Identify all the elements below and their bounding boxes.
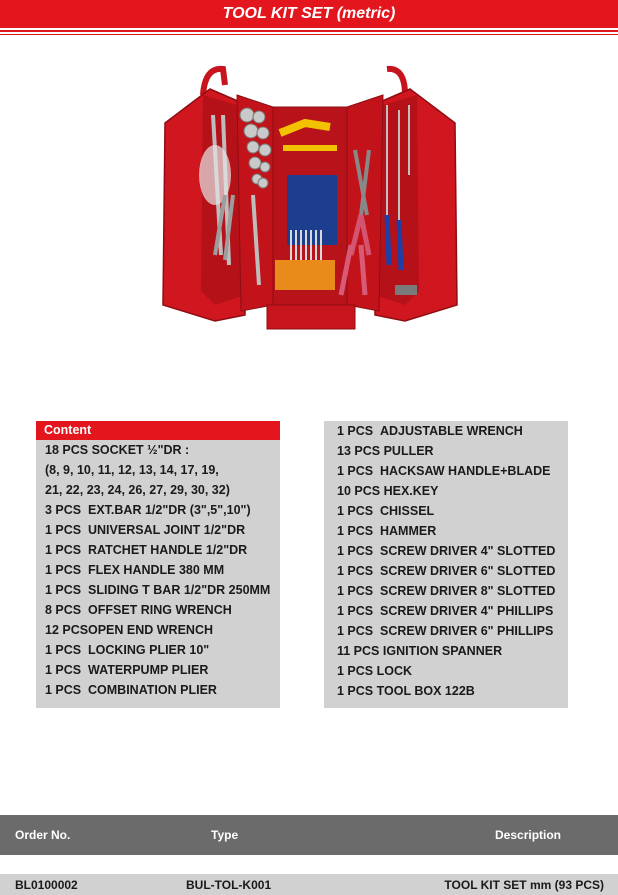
content-row [324,441,568,461]
item-description: OPEN END WRENCH [88,623,214,637]
content-row [324,641,568,661]
content-row [36,540,280,560]
item-quantity: 3 PCS [45,503,82,517]
content-row [324,581,568,601]
item-description: EXT.BAR 1/2"DR (3",5",10") [88,503,251,517]
header-divider-thin [0,34,618,35]
item-description: SCREW DRIVER 6" PHILLIPS [380,624,554,638]
item-description: SCREW DRIVER 4" SLOTTED [380,544,556,558]
item-quantity: 1 PCS [45,563,82,577]
item-quantity: 1 PCS [45,523,82,537]
item-quantity: 1 PCS [45,643,82,657]
content-row [36,460,280,480]
content-row [36,440,280,460]
content-row [36,640,280,660]
item-description: OFFSET RING WRENCH [88,603,232,617]
item-quantity: 1 PCS [337,624,374,638]
item-quantity: 1 PCS [337,684,374,698]
item-quantity: 18 PCS [45,443,89,457]
type-value: BUL-TOL-K001 [186,878,272,892]
item-description: HEX.KEY [383,484,439,498]
type-header: Type [211,828,239,842]
item-description: RATCHET HANDLE 1/2"DR [88,543,248,557]
item-description: WATERPUMP PLIER [88,663,209,677]
item-quantity: 1 PCS [45,683,82,697]
content-row [36,600,280,620]
item-quantity: 1 PCS [337,424,374,438]
item-quantity: 10 PCS [337,484,381,498]
content-row [324,421,568,441]
content-list-right [324,421,568,701]
item-description: PULLER [383,444,434,458]
item-quantity: 13 PCS [337,444,381,458]
item-description: SOCKET ½"DR : [91,443,190,457]
content-row [324,481,568,501]
item-quantity: 1 PCS [337,504,374,518]
item-description: FLEX HANDLE 380 MM [88,563,225,577]
content-row [324,521,568,541]
header-divider [0,30,618,32]
item-quantity: 1 PCS [337,524,374,538]
description-header: Description [495,828,562,842]
item-quantity: 1 PCS [337,544,374,558]
content-row [36,620,280,640]
item-quantity: 1 PCS [337,604,374,618]
content-row [324,681,568,701]
content-row [324,541,568,561]
item-quantity: 1 PCS [337,464,374,478]
content-row [36,480,280,500]
item-description: LOCK [376,664,413,678]
order-table-header [0,815,618,855]
item-description: ADJUSTABLE WRENCH [380,424,523,438]
item-description: HAMMER [380,524,437,538]
content-row [324,621,568,641]
content-panel-right [324,421,568,708]
item-description: 21, 22, 23, 24, 26, 27, 29, 30, 32) [45,483,230,497]
item-description: TOOL BOX 122B [376,684,475,698]
order-no-header: Order No. [15,828,71,842]
content-row [36,520,280,540]
item-description: CHISSEL [380,504,435,518]
content-panel-left [36,421,280,708]
item-description: SCREW DRIVER 6" SLOTTED [380,564,556,578]
item-description: SLIDING T BAR 1/2"DR 250MM [88,583,271,597]
content-row [36,580,280,600]
content-row [36,660,280,680]
content-row [36,680,280,700]
item-description: UNIVERSAL JOINT 1/2"DR [88,523,246,537]
item-description: HACKSAW HANDLE+BLADE [380,464,551,478]
content-list-left [36,440,280,700]
item-quantity: 1 PCS [337,564,374,578]
content-row [324,501,568,521]
content-row [324,661,568,681]
item-description: SCREW DRIVER 4" PHILLIPS [380,604,554,618]
content-row [324,461,568,481]
item-description: SCREW DRIVER 8" SLOTTED [380,584,556,598]
item-quantity: 8 PCS [45,603,82,617]
toolbox-product-image [155,55,465,335]
description-value: TOOL KIT SET mm (93 PCS) [444,878,604,892]
order-table-row [0,874,618,895]
page-title: TOOL KIT SET (metric) [222,5,396,22]
item-quantity: 11 PCS [337,644,380,658]
item-quantity: 1 PCS [337,664,374,678]
content-row [36,560,280,580]
order-no-value: BL0100002 [15,878,78,892]
item-description: (8, 9, 10, 11, 12, 13, 14, 17, 19, [45,463,219,477]
item-description: LOCKING PLIER 10" [88,643,210,657]
item-quantity: 12 PCS [45,623,89,637]
content-heading: Content [36,421,280,440]
item-description: COMBINATION PLIER [88,683,217,697]
item-quantity: 1 PCS [45,663,82,677]
content-row [36,500,280,520]
content-row [324,561,568,581]
item-quantity: 1 PCS [45,543,82,557]
item-quantity: 1 PCS [45,583,82,597]
item-description: IGNITION SPANNER [382,644,503,658]
page-title-bar [0,0,618,28]
item-quantity: 1 PCS [337,584,374,598]
content-row [324,601,568,621]
